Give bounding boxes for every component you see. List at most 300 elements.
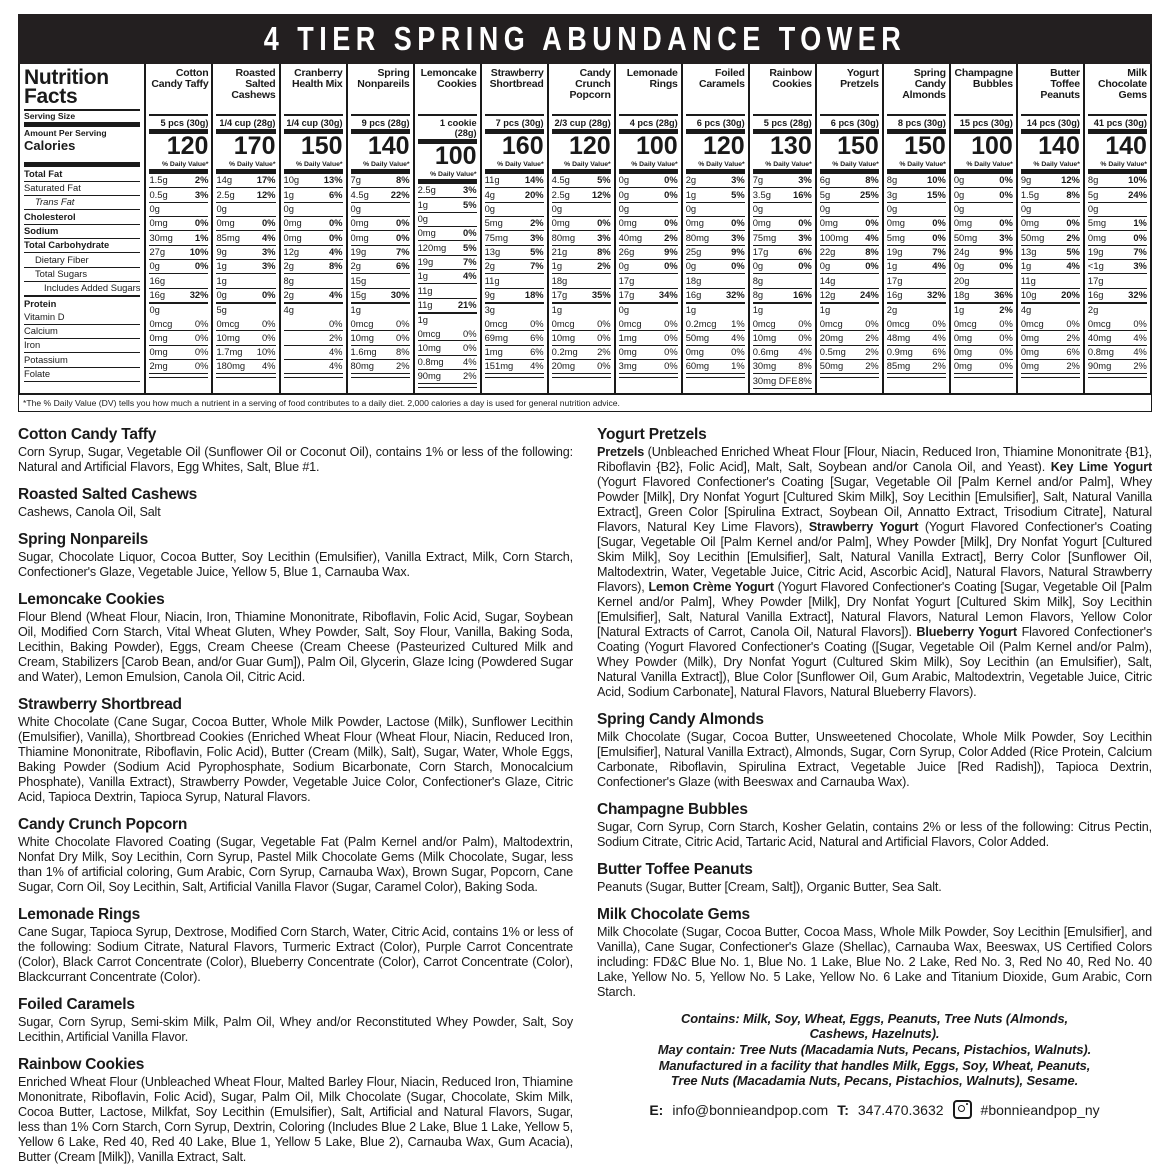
nutrient-value-row: [284, 330, 343, 344]
nutrient-value-row: [149, 245, 208, 259]
nutrient-value-row: [418, 212, 477, 226]
nutrient-amount: 8g: [283, 274, 294, 286]
nutrient-amount: 2g: [283, 260, 294, 272]
nutrient-amount: 0mcg: [1020, 317, 1044, 329]
nutrient-amount: 0mg: [1020, 346, 1040, 358]
nutrient-value-row: [485, 317, 544, 330]
nutrient-amount: 12g: [283, 245, 300, 257]
email-address[interactable]: info@bonnieandpop.com: [672, 1101, 829, 1118]
nutrient-amount: 17g: [618, 288, 635, 300]
nutrient-amount: 151mg: [484, 360, 514, 372]
nutrient-value-row: [753, 230, 812, 244]
ingredient-heading: Spring Candy Almonds: [597, 710, 764, 728]
nutrient-amount: 0mg: [149, 217, 168, 229]
nutrient-amount: 1mg: [618, 331, 637, 343]
nutrient-amount: 0mcg: [953, 317, 977, 329]
ingredient-segment: Milk Chocolate (Sugar, Cocoa Butter, Cocoa Mass, Whole Milk Powder, Soy Lecithin [Emulsifier], and Vanilla), Cane Sugar, Confectioner's Glaze (Shellac), Carnauba Wax, Beeswax, US Certified Colors including: FD&C Blue No. 1, Blue No. 1 Lake, Blue No. 2 Lake, Red No. 3, Red No 40, Red No. 40 Lake, Yellow No. 5, Yellow No. 5 Lake, Yellow No. 6 Lake and Titanium Dioxide, Gum Arabic, Corn Starch.: [597, 924, 1152, 999]
nutrient-amount: 60mg: [685, 360, 710, 372]
nutrient-amount: 3g: [484, 304, 496, 316]
nutrient-amount: 0mcg: [350, 317, 374, 329]
nutrient-amount: 20mg: [551, 360, 576, 372]
nutrient-value-row: [216, 169, 275, 187]
nutrient-amount: 17g: [886, 274, 903, 286]
nutrient-amount: 16g: [1087, 288, 1104, 300]
nutrient-daily-value: 0%: [999, 360, 1013, 372]
calories-value: 140: [367, 132, 410, 160]
nutrient-value-row: [418, 240, 477, 254]
nutrient-value-row: [351, 330, 410, 344]
nutrient-daily-value: 0%: [664, 360, 678, 372]
nutrient-value-row: [216, 187, 275, 201]
nutrient-amount: <1g: [1087, 260, 1104, 272]
nutrient-daily-value: 2%: [1066, 231, 1080, 243]
nutrient-amount: 10g: [283, 174, 300, 186]
nutrient-amount: 3g: [886, 188, 898, 200]
nutrient-daily-value: 2%: [1066, 360, 1080, 372]
nutrient-amount: 85mg: [886, 360, 911, 372]
nutrient-amount: 1g: [1020, 260, 1032, 272]
nutrient-daily-value: 0%: [597, 317, 611, 329]
nutrient-daily-value: 2%: [1133, 360, 1147, 372]
amount-per-serving-label: Amount Per Serving: [24, 128, 107, 139]
nutrient-value-row: [820, 345, 879, 359]
nutrient-amount: 48mg: [886, 331, 911, 343]
calories-value: 120: [166, 132, 209, 160]
nutrient-value-row: [351, 187, 410, 201]
nutrient-amount: 8g: [752, 288, 764, 300]
nutrient-daily-value: 0%: [664, 331, 678, 343]
nutrient-daily-value: 30%: [390, 288, 410, 300]
nutrient-daily-value: 16%: [792, 288, 812, 300]
contact-bar: [597, 1100, 1152, 1119]
nutrient-value-row: [216, 230, 275, 244]
calories-value: 100: [635, 132, 678, 160]
nutrient-daily-value: 4%: [932, 260, 946, 272]
nutrient-amount: 11g: [417, 298, 433, 310]
calories-value: 130: [770, 132, 812, 160]
panel-title: Nutrition Facts: [24, 66, 109, 109]
nutrient-value-row: [149, 302, 208, 317]
serving-size-value: 41 pcs (30g): [1093, 118, 1147, 128]
nutrient-value-row: [619, 288, 678, 302]
ingredient-block: [18, 816, 573, 895]
nutrient-daily-value: 0%: [664, 174, 678, 186]
product-column: [815, 64, 882, 393]
nutrient-value-row: [485, 169, 544, 187]
product-name: Foiled Caramels: [699, 67, 745, 90]
nutrient-daily-value: 0%: [1066, 217, 1080, 229]
nutrient-amount: 18g: [685, 274, 702, 286]
nutrient-daily-value: 25%: [860, 188, 879, 200]
nutrient-value-row: [1088, 216, 1147, 230]
nutrient-daily-value: 1%: [194, 231, 209, 243]
nutrient-daily-value: 0%: [798, 331, 812, 343]
nutrient-amount: 0mg: [283, 231, 302, 243]
daily-value-header: % Daily Value*: [966, 161, 1013, 168]
nutrient-amount: 12g: [819, 288, 836, 300]
ingredient-segment: Milk Chocolate (Sugar, Cocoa Butter, Unsweetened Chocolate, Whole Milk Powder, Soy Lecithin [Emulsifier], Natural Vanilla Extract), Almonds, Sugar, Corn Syrup, Color Added (Rice Protein, Calcium Carbonate, Riboflavin, Spirulina Extract, Vegetable Juice [Red Radish]), Tapioca Dextrin, Confectioner's Glaze (with Beeswax and Carnauba Wax).: [597, 729, 1152, 789]
nutrient-amount: 0mg: [752, 217, 771, 229]
ingredients-column-right: [597, 426, 1152, 1176]
nutrient-value-row: [753, 273, 812, 287]
nutrient-amount: 7g: [752, 174, 764, 186]
nutrient-daily-value: 35%: [591, 288, 611, 300]
nutrient-value-row: [619, 317, 678, 330]
nutrient-amount: 85mg: [216, 231, 240, 243]
calories-value: 120: [703, 132, 745, 160]
nutrient-daily-value: 14%: [524, 174, 544, 186]
nutrient-amount: 4g: [283, 304, 294, 316]
nutrient-amount: 11g: [1020, 274, 1036, 286]
nutrient-daily-value: 0%: [463, 227, 477, 239]
nutrient-daily-value: 5%: [463, 198, 477, 210]
nutrient-value-row: [552, 202, 611, 216]
nutrient-value-row: [686, 302, 745, 317]
nutrient-amount: 1.5g: [149, 174, 168, 186]
nutrient-amount: 0.2mg: [551, 346, 578, 358]
nutrient-amount: 1g: [417, 314, 428, 326]
ingredient-segment: (Yogurt Flavored Confectioner's Coating [Sugar, Vegetable Oil [Palm Kernel and/or Palm], Whey Powder [Milk], Dry Nonfat Yogurt [Cultured Skim Milk], Soy Lecithin [Emulsifier], Salt, Natural Vanilla Extract], Berry Color [Sunflower Oil, Maltodextrin, Water, Vegetable Juice, Citric Acid, Ascorbic Acid], Natural Flavors, Natural Strawberry Flavors),: [597, 519, 1152, 594]
nutrient-value-row: [149, 216, 208, 230]
nutrient-daily-value: 8%: [798, 360, 812, 372]
nutrient-daily-value: 0%: [865, 317, 879, 329]
product-name: Butter Toffee Peanuts: [1040, 67, 1080, 101]
nutrient-value-row: [686, 245, 745, 259]
nutrient-value-row: [284, 230, 343, 244]
nutrient-value-row: [619, 330, 678, 344]
nutrient-value-row: [351, 216, 410, 230]
nutrient-daily-value: 9%: [731, 245, 745, 257]
ingredient-block: [18, 426, 573, 475]
nutrient-daily-value: 22%: [390, 188, 410, 200]
nutrient-value-row: [686, 273, 745, 287]
ingredient-block: [18, 696, 573, 805]
nutrient-daily-value: 12%: [1061, 174, 1080, 186]
nutrient-daily-value: 0%: [865, 260, 879, 272]
product-name: Spring Nonpareils: [357, 67, 410, 90]
nutrient-value-row: [216, 288, 275, 302]
nutrient-value-row: [887, 230, 946, 244]
nutrient-daily-value: 4%: [1133, 346, 1147, 358]
daily-value-header: % Daily Value*: [296, 161, 343, 168]
nutrient-value-row: [351, 245, 410, 259]
daily-value-header: % Daily Value*: [698, 161, 745, 168]
nutrient-amount: 15g: [350, 274, 367, 286]
nutrient-amount: 0g: [1087, 203, 1099, 215]
nutrient-value-row: [619, 302, 678, 317]
nutrient-amount: 120mg: [417, 241, 447, 253]
phone-number[interactable]: 347.470.3632: [857, 1101, 944, 1118]
nutrient-value-row: [887, 187, 946, 201]
nutrient-amount: 5mg: [484, 217, 503, 229]
nutrient-value-row: [1021, 245, 1080, 259]
daily-value-footnote: *The % Daily Value (DV) tells you how much a nutrient in a serving of food contributes to a daily diet. 2,000 calories a day is used for general nutrition advice.: [19, 394, 1151, 411]
nutrient-amount: 17g: [551, 288, 568, 300]
nutrient-amount: 80mg: [551, 231, 576, 243]
nutrient-amount: 0mcg: [484, 317, 508, 329]
product-column: [547, 64, 614, 393]
nutrient-daily-value: 9%: [664, 245, 678, 257]
nutrient-daily-value: 4%: [463, 270, 477, 282]
nutrient-value-row: [418, 340, 477, 354]
nutrient-value-row: [820, 169, 879, 187]
nutrient-amount: 2.5g: [417, 184, 436, 196]
nutrient-daily-value: 8%: [798, 374, 812, 386]
nutrient-value-row: [485, 202, 544, 216]
nutrient-value-row: [216, 202, 275, 216]
nutrient-amount: 100mg: [819, 231, 849, 243]
nutrient-amount: 2g: [484, 260, 496, 272]
nutrient-value-row: [1088, 330, 1147, 344]
nutrient-daily-value: 4%: [261, 360, 276, 372]
ingredient-segment: Lemon Crème Yogurt: [648, 579, 774, 594]
nutrient-value-row: [351, 273, 410, 287]
nutrient-daily-value: 4%: [1066, 260, 1080, 272]
nutrient-amount: 9g: [484, 288, 496, 300]
nutrient-value-row: [1088, 317, 1147, 330]
daily-value-header: % Daily Value*: [363, 161, 410, 168]
nutrient-amount: 19g: [350, 245, 367, 257]
nutrient-value-row: [686, 202, 745, 216]
ingredient-block: [597, 426, 1152, 700]
nutrient-value-row: [619, 259, 678, 273]
serving-size-value: 8 pcs (30g): [897, 118, 946, 128]
nutrient-value-row: [284, 317, 343, 330]
nutrient-value-row: [552, 230, 611, 244]
ingredient-heading: Lemoncake Cookies: [18, 590, 165, 608]
nutrient-value-row: [149, 330, 208, 344]
nutrient-daily-value: 2%: [932, 360, 946, 372]
nutrient-value-row: [1088, 359, 1147, 373]
nutrient-amount: 11g: [484, 274, 500, 286]
nutrient-daily-value: 6%: [1066, 346, 1080, 358]
nutrient-daily-value: 12%: [256, 188, 276, 200]
nutrient-daily-value: 8%: [328, 260, 343, 272]
nutrient-value-row: [216, 302, 275, 317]
nutrient-daily-value: 0%: [1066, 317, 1080, 329]
nutrient-amount: 5g: [216, 304, 227, 316]
nutrient-value-row: [485, 187, 544, 201]
ingredient-segment: Key Lime Yogurt: [1050, 459, 1152, 474]
nutrient-value-row: [820, 302, 879, 317]
nutrient-daily-value: 0%: [664, 217, 678, 229]
nutrient-daily-value: 0%: [194, 346, 209, 358]
nutrient-value-row: [820, 317, 879, 330]
ingredient-heading: Spring Nonpareils: [18, 530, 149, 548]
nutrient-amount: 0mcg: [149, 317, 173, 329]
nutrient-amount: 24g: [953, 245, 970, 257]
nutrient-daily-value: 7%: [932, 245, 946, 257]
nutrient-daily-value: 0%: [194, 331, 209, 343]
ingredient-heading: Cotton Candy Taffy: [18, 426, 157, 443]
ingredient-block: [18, 1056, 573, 1165]
nutrient-value-row: [954, 317, 1013, 330]
nutrient-value-row: [954, 359, 1013, 373]
nutrient-value-row: [552, 288, 611, 302]
nutrient-daily-value: 10%: [927, 174, 946, 186]
product-column: [279, 64, 346, 393]
nutrient-amount: 90mg: [417, 370, 442, 382]
nutrient-value-row: [149, 288, 208, 302]
nutrient-value-row: [820, 259, 879, 273]
nutrient-value-row: [351, 202, 410, 216]
nutrient-value-row: [820, 187, 879, 201]
nutrient-daily-value: 0%: [396, 317, 410, 329]
ingredient-body: [597, 445, 1152, 700]
nutrient-daily-value: 6%: [328, 188, 343, 200]
nutrient-amount: 1.5g: [1020, 188, 1040, 200]
nutrient-daily-value: 8%: [396, 174, 410, 186]
nutrient-amount: 0g: [953, 260, 965, 272]
nutrient-daily-value: 3%: [261, 245, 276, 257]
nutrient-daily-value: 32%: [927, 288, 946, 300]
nutrient-label: Protein: [24, 295, 140, 310]
nutrient-value-row: [954, 216, 1013, 230]
nutrient-daily-value: 0%: [396, 231, 410, 243]
product-name: Lemoncake Cookies: [420, 67, 477, 90]
nutrient-daily-value: 21%: [457, 298, 477, 310]
nutrient-daily-value: 3%: [194, 188, 209, 200]
product-name: Cranberry Health Mix: [292, 67, 343, 90]
nutrient-amount: 0mcg: [819, 317, 843, 329]
nutrient-amount: 69mg: [484, 331, 509, 343]
nutrient-amount: 4g: [1020, 304, 1032, 316]
serving-size-label: Serving Size: [24, 110, 76, 121]
nutrient-daily-value: 24%: [860, 288, 879, 300]
nutrient-value-row: [485, 273, 544, 287]
nutrient-amount: 0g: [350, 203, 361, 215]
nutrient-value-row: [1021, 187, 1080, 201]
nutrient-amount: 10g: [1020, 288, 1037, 300]
nutrient-daily-value: 2%: [865, 331, 879, 343]
nutrient-amount: 2g: [1087, 304, 1099, 316]
nutrient-daily-value: 4%: [865, 231, 879, 243]
nutrient-daily-value: 5%: [731, 188, 745, 200]
nutrient-value-row: [686, 359, 745, 373]
nutrient-value-row: [753, 317, 812, 330]
nutrient-amount: 1g: [216, 274, 227, 286]
ingredient-block: [597, 711, 1152, 790]
nutrient-amount: 180mg: [216, 360, 246, 372]
nutrient-daily-value: 2%: [463, 370, 477, 382]
ingredient-body: Flour Blend (Wheat Flour, Niacin, Iron, Thiamine Mononitrate, Riboflavin, Folic Acid, Sugar, Soybean Oil, Modified Corn Starch, Vital Wheat Gluten, Whey Powder, Salt, Soy Flour, Vanilla, Baking Soda, Lecithin, Baking Powder), Eggs, Cream Cheese (Cream Cheese (Pasteurized Cultured Milk and Cream, Stabilizers [Carob Bean, and/or Guar Gum]), Palm Oil, Glycerin, Glaze Icing (Powdered Sugar and Water), Lemon Emulsion, Canola Oil, Citric Acid.: [18, 609, 573, 684]
nutrient-value-row: [1021, 259, 1080, 273]
nutrient-amount: 0g: [216, 288, 227, 300]
nutrient-daily-value: 0%: [328, 217, 343, 229]
nutrient-value-row: [1088, 345, 1147, 359]
calories-value: 150: [837, 132, 879, 160]
nutrient-amount: 0g: [685, 260, 697, 272]
nutrient-daily-value: 0%: [328, 317, 343, 329]
nutrient-daily-value: 0%: [261, 331, 276, 343]
nutrient-amount: 1mg: [484, 346, 503, 358]
nutrient-value-row: [1088, 273, 1147, 287]
nutrient-value-row: [1088, 302, 1147, 317]
ingredient-heading: Candy Crunch Popcorn: [18, 815, 188, 833]
nutrient-amount: 0g: [618, 174, 630, 186]
ingredient-segment: Strawberry Yogurt: [808, 519, 919, 534]
nutrient-value-row: [552, 245, 611, 259]
nutrient-value-row: [552, 359, 611, 373]
nutrient-amount: 0g: [551, 203, 563, 215]
nutrient-value-row: [418, 283, 477, 297]
nutrient-daily-value: 0%: [328, 231, 343, 243]
nutrient-value-row: [887, 302, 946, 317]
nutrient-daily-value: 0%: [664, 346, 678, 358]
ingredient-segment: Flavored Confectioner's Coating (Yogurt Flavored Confectioner's Coating ([Sugar, Vegetable Oil (Palm Kernel and/or Palm), Whey Powder (Milk), Dry Nonfat Yogurt (Cultured Skim Milk), Soy Lecithin (an Emulsifier), Salt, Natural Vanilla Extract]), Blue Color [Sunflower Oil, Gum Arabic, Maltodextrin, Vegetable Juice, Citric Acid, Sodium Carbonate], Natural Flavors, Natural Blueberry Flavors).: [597, 624, 1152, 699]
ingredient-segment: Blueberry Yogurt: [916, 624, 1017, 639]
instagram-handle[interactable]: #bonnieandpop_ny: [980, 1101, 1100, 1118]
serving-size-value: 6 pcs (30g): [830, 118, 879, 128]
nutrient-value-row: [820, 288, 879, 302]
nutrient-amount: 10mg: [417, 341, 442, 353]
nutrient-daily-value: 8%: [396, 346, 410, 358]
nutrient-daily-value: 0%: [261, 288, 276, 300]
nutrient-amount: 0mg: [283, 217, 302, 229]
nutrient-value-row: [552, 216, 611, 230]
serving-size-value: 4 pcs (28g): [629, 118, 678, 128]
nutrient-daily-value: 4%: [932, 331, 946, 343]
nutrient-value-row: [418, 226, 477, 240]
nutrient-daily-value: 0%: [999, 317, 1013, 329]
nutrient-value-row: [1088, 230, 1147, 244]
nutrient-amount: 0mg: [1087, 231, 1107, 243]
nutrient-value-row: [619, 216, 678, 230]
nutrient-daily-value: 6%: [798, 245, 812, 257]
nutrient-amount: 0mg: [216, 217, 235, 229]
product-column: [681, 64, 748, 393]
nutrient-amount: 0g: [953, 188, 965, 200]
nutrient-daily-value: 7%: [396, 245, 410, 257]
allergen-contains-line1: Contains: Milk, Soy, Wheat, Eggs, Peanuts, Tree Nuts (Almonds,: [680, 1010, 1069, 1026]
nutrient-daily-value: 2%: [865, 346, 879, 358]
nutrient-daily-value: 0%: [194, 260, 209, 272]
nutrient-amount: 1g: [551, 304, 563, 316]
nutrient-amount: 0mg: [149, 346, 168, 358]
nutrient-amount: 10mg: [752, 331, 777, 343]
nutrient-daily-value: 6%: [932, 346, 946, 358]
nutrient-value-row: [686, 187, 745, 201]
nutrient-amount: 0g: [149, 304, 160, 316]
nutrient-value-row: [686, 345, 745, 359]
product-name: Cotton Candy Taffy: [151, 67, 209, 90]
nutrient-amount: 1g: [283, 188, 294, 200]
ingredient-block: [18, 531, 573, 580]
allergen-facility-line2: Tree Nuts (Macadamia Nuts, Pecans, Pistachios, Walnuts), Sesame.: [670, 1073, 1079, 1089]
nutrient-value-row: [820, 245, 879, 259]
nutrient-amount: 17g: [618, 274, 635, 286]
ingredient-block: [597, 861, 1152, 895]
nutrient-value-row: [552, 302, 611, 317]
nutrient-amount: 0g: [953, 174, 965, 186]
nutrient-amount: 2.5g: [551, 188, 570, 200]
nutrient-daily-value: 0%: [999, 346, 1013, 358]
nutrient-amount: 0mg: [819, 217, 838, 229]
product-column: [614, 64, 681, 393]
nutrient-daily-value: 3%: [597, 231, 611, 243]
product-column: [211, 64, 278, 393]
serving-size-value: 1 cookie (28g): [439, 118, 477, 138]
ingredient-body: Sugar, Chocolate Liquor, Cocoa Butter, Soy Lecithin (Emulsifier), Vanilla Extract, Milk, Corn Starch, Confectioner's Glaze, Vegetable Juice, Yellow 5, Blue 1, Carnauba Wax.: [18, 549, 573, 579]
nutrient-amount: 0mg: [551, 217, 570, 229]
nutrient-value-row: [485, 259, 544, 273]
product-name: Strawberry Shortbread: [489, 67, 544, 90]
nutrient-value-row: [485, 302, 544, 317]
nutrient-daily-value: 5%: [463, 241, 477, 253]
nutrient-value-row: [418, 269, 477, 283]
nutrient-amount: 1.7mg: [216, 346, 243, 358]
nutrient-value-row: [351, 317, 410, 330]
